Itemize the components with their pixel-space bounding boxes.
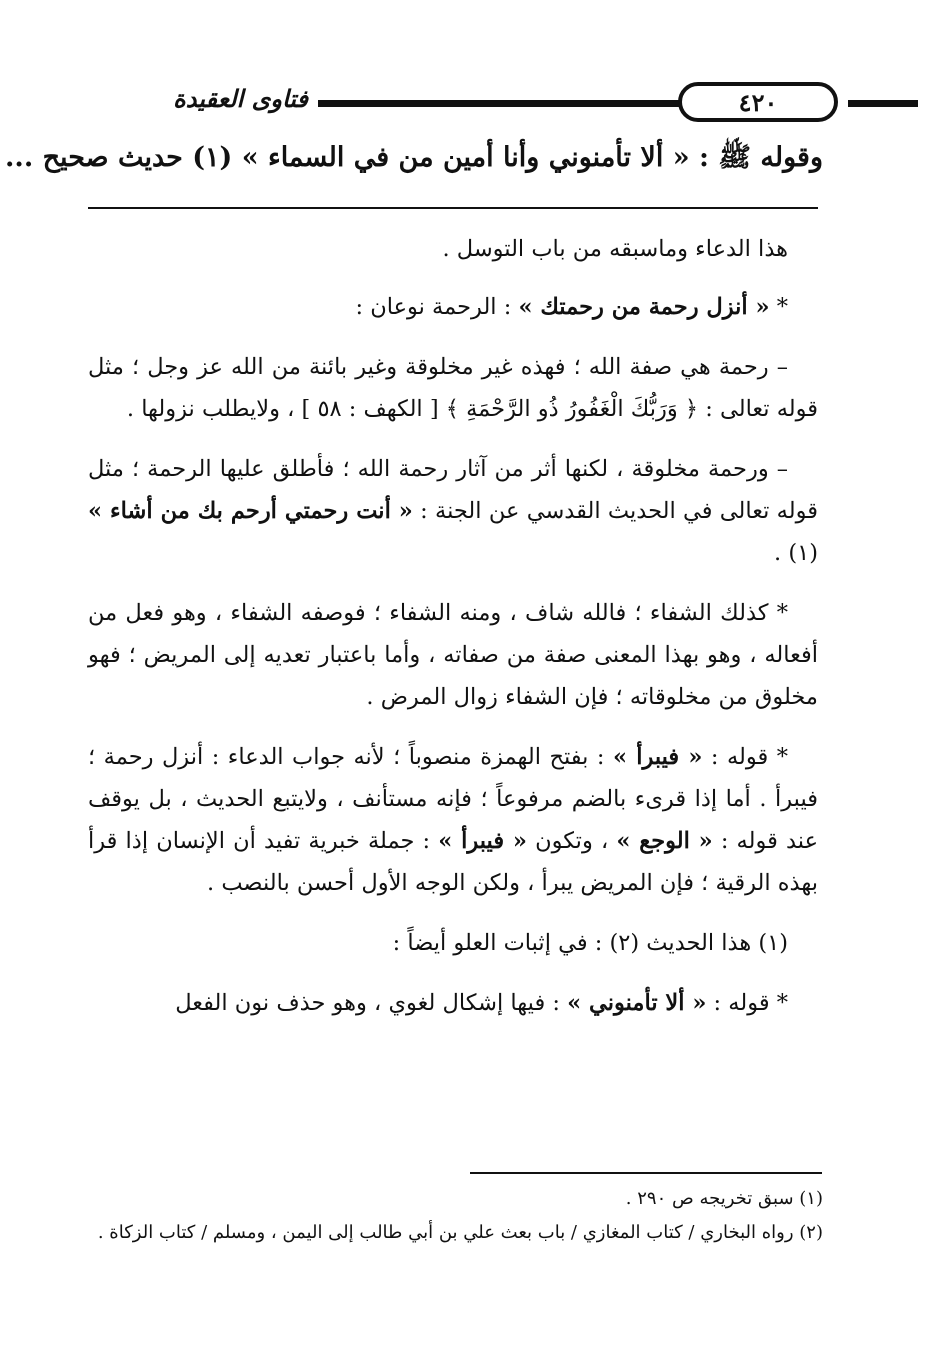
quoted-phrase: « ألا تأمنوني » bbox=[567, 990, 707, 1016]
paragraph-text: : فيها إشكال لغوي ، وهو حذف نون الفعل bbox=[175, 990, 568, 1016]
quoted-phrase: « أنت رحمتي أرحم بك من أشاء » bbox=[88, 498, 413, 524]
paragraph-7: (١) هذا الحديث (٢) : في إثبات العلو أيضاً : bbox=[392, 930, 788, 956]
heading-rule bbox=[88, 207, 818, 209]
paragraph-text: : بفتح الهمزة منصوباً ؛ لأنه جواب الدعاء : أنزل رحمة ؛ فيبرأ . أما إذا قرىء بالضم مرفوعاً ؛ فإنه مستأنف ، ولايتبع الحديث ، بل يوقف عند قوله : bbox=[88, 744, 818, 854]
quoted-phrase: « الوجع » bbox=[616, 828, 713, 854]
paragraph-4 bbox=[88, 448, 818, 574]
paragraph-5: * كذلك الشفاء ؛ فالله شاف ، ومنه الشفاء ؛ فوصفه الشفاء ، وهو فعل من أفعاله ، وهو بهذا المعنى صفة من صفاته ، وأما باعتبار تعديه إلى المريض ؛ فهو مخلوق من مخلوقاته ؛ فإن الشفاء زوال المرض . bbox=[88, 600, 818, 710]
footnote-1: (١) سبق تخريجه ص ٢٩٠ . bbox=[625, 1188, 823, 1209]
paragraph-text: : الرحمة نوعان : bbox=[355, 294, 519, 320]
paragraph-2 bbox=[88, 286, 818, 328]
footnote-2: (٢) رواه البخاري / كتاب المغازي / باب بعث علي بن أبي طالب إلى اليمن ، ومسلم / كتاب الزكاة . bbox=[97, 1222, 823, 1243]
star-marker: * bbox=[769, 294, 788, 320]
paragraph-3: – رحمة هي صفة الله ؛ فهذه غير مخلوقة وغير بائنة من الله عز وجل ؛ مثل قوله تعالى : ﴿ وَرَبُّكَ الْغَفُورُ ذُو الرَّحْمَةِ ﴾ [ الكهف : ٥٨ ] ، ولايطلب نزولها . bbox=[88, 354, 818, 422]
paragraph-8 bbox=[88, 982, 818, 1024]
paragraph-text: * قوله : bbox=[706, 990, 788, 1016]
header-rule-right bbox=[848, 100, 918, 107]
quoted-phrase: « فيبرأ » bbox=[612, 744, 703, 770]
paragraph-6 bbox=[88, 736, 818, 904]
book-title: فتاوى العقيدة bbox=[173, 84, 308, 113]
quoted-phrase: « فيبرأ » bbox=[438, 828, 527, 854]
paragraph-text: : جملة خبرية تفيد أن الإنسان إذا قرأ بهذه الرقية ؛ فإن المريض يبرأ ، ولكن الوجه الأول أحسن بالنصب . bbox=[88, 828, 818, 896]
quoted-phrase: « أنزل رحمة من رحمتك » bbox=[518, 294, 770, 320]
footnote-separator bbox=[470, 1172, 822, 1174]
page-number: ٤٢٠ bbox=[678, 82, 838, 122]
running-header bbox=[88, 78, 818, 128]
footnote-ref: (١) . bbox=[774, 540, 818, 566]
section-heading: وقوله ﷺ : « ألا تأمنوني وأنا أمين من في السماء » (١) حديث صحيح ... bbox=[5, 142, 823, 173]
body-text bbox=[88, 228, 818, 1042]
paragraph-text: ، وتكون bbox=[526, 828, 617, 854]
footnotes bbox=[88, 1182, 823, 1250]
paragraph-1: هذا الدعاء وماسبقه من باب التوسل . bbox=[442, 236, 788, 262]
paragraph-text: – ورحمة مخلوقة ، لكنها أثر من آثار رحمة الله ؛ فأطلق عليها الرحمة ؛ مثل قوله تعالى في الحديث القدسي عن الجنة : bbox=[88, 456, 818, 524]
paragraph-text: * قوله : bbox=[702, 744, 788, 770]
